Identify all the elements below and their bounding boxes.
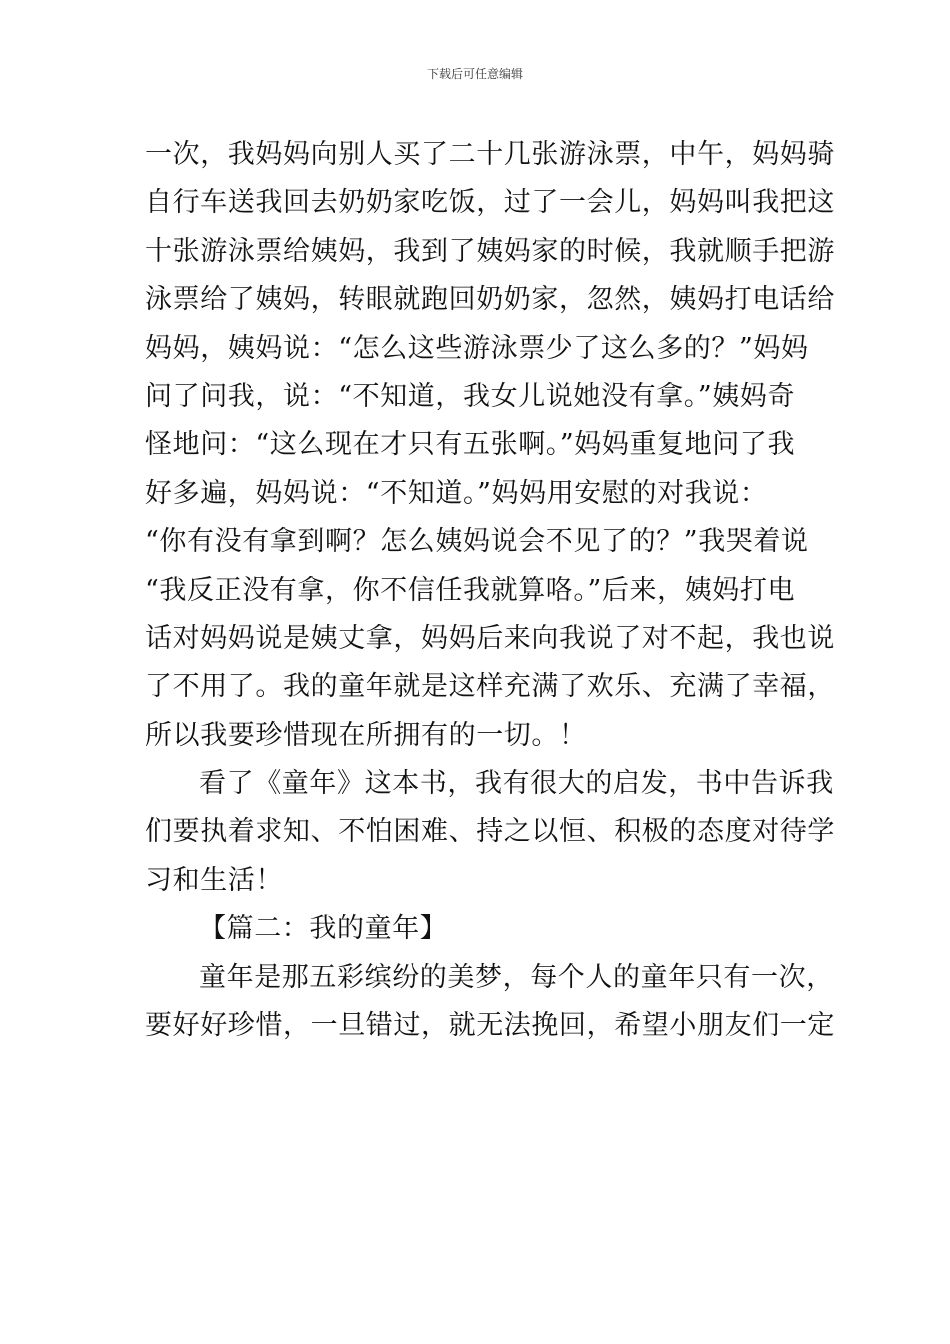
text-line: 们要执着求知、不怕困难、持之以恒、积极的态度对待学: [145, 816, 835, 848]
text-line: 问了问我，说：“不知道，我女儿说她没有拿。”姨妈奇: [145, 380, 796, 412]
page-header: 下载后可任意编辑: [426, 67, 523, 81]
text-line: “我反正没有拿，你不信任我就算咯。”后来，姨妈打电: [145, 574, 796, 606]
text-line: 【篇二：我的童年】: [199, 913, 448, 945]
text-line: 自行车送我回去奶奶家吃饭，过了一会儿，妈妈叫我把这: [145, 187, 835, 219]
text-line: 看了《童年》这本书，我有很大的启发，书中告诉我: [199, 768, 834, 800]
text-line: 习和生活！: [145, 864, 283, 896]
text-line: 怪地问：“这么现在才只有五张啊。”妈妈重复地问了我: [145, 429, 796, 461]
body-text: [145, 131, 835, 1050]
text-line: 泳票给了姨妈，转眼就跑回奶奶家，忽然，姨妈打电话给: [145, 284, 835, 316]
text-line: “你有没有拿到啊？怎么姨妈说会不见了的？”我哭着说: [145, 526, 809, 558]
text-line: 所以我要珍惜现在所拥有的一切。！: [145, 719, 587, 751]
text-line: 妈妈，姨妈说：“怎么这些游泳票少了这么多的？”妈妈: [145, 332, 809, 364]
text-line: 话对妈妈说是姨丈拿，妈妈后来向我说了对不起，我也说: [145, 622, 835, 654]
text-line: 要好好珍惜，一旦错过，就无法挽回，希望小朋友们一定: [145, 1010, 835, 1042]
text-line: 十张游泳票给姨妈，我到了姨妈家的时候，我就顺手把游: [145, 235, 835, 267]
text-line: 了不用了。我的童年就是这样充满了欢乐、充满了幸福，: [145, 671, 835, 703]
text-line: 童年是那五彩缤纷的美梦，每个人的童年只有一次，: [199, 961, 834, 993]
text-line: 一次，我妈妈向别人买了二十几张游泳票，中午，妈妈骑: [145, 139, 835, 170]
text-line: 好多遍，妈妈说：“不知道。”妈妈用安慰的对我说：: [145, 477, 768, 509]
